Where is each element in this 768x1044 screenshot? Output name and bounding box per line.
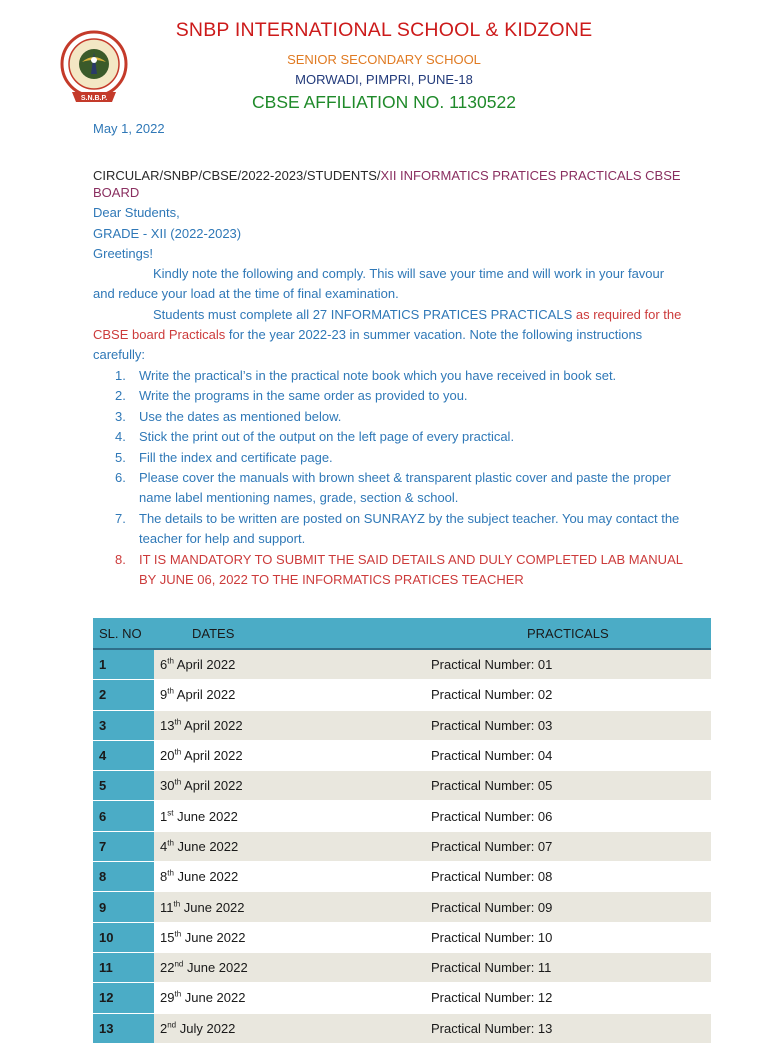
row-sl-no: 12	[93, 983, 154, 1013]
row-practical: Practical Number: 05	[431, 771, 711, 801]
row-practical: Practical Number: 08	[431, 862, 711, 892]
instruction-item: 3. Use the dates as mentioned below.	[115, 408, 342, 424]
row-date: 1st June 2022	[154, 801, 431, 831]
row-date: 30th April 2022	[154, 771, 431, 801]
row-sl-no: 6	[93, 801, 154, 831]
row-date: 6th April 2022	[154, 649, 431, 680]
row-sl-no: 5	[93, 771, 154, 801]
row-sl-no: 2	[93, 680, 154, 710]
table-row	[93, 771, 711, 801]
greetings: Greetings!	[93, 246, 153, 261]
row-date: 20th April 2022	[154, 740, 431, 770]
row-sl-no: 10	[93, 922, 154, 952]
row-practical: Practical Number: 06	[431, 801, 711, 831]
school-address: MORWADI, PIMPRI, PUNE-18	[295, 72, 473, 87]
row-practical: Practical Number: 02	[431, 680, 711, 710]
p2-part1: Students must complete all 27 INFORMATICS PRATICES PRACTICALS	[153, 307, 576, 322]
row-sl-no: 1	[93, 649, 154, 680]
table-row	[93, 922, 711, 952]
practicals-schedule-table	[93, 618, 711, 1044]
table-row	[93, 680, 711, 710]
header-sl-no: SL. NO	[93, 618, 154, 649]
paragraph-intro: Kindly note the following and comply. This will save your time and will work in your favour and reduce your load at the time of final examination.	[93, 266, 665, 301]
instruction-item: 5. Fill the index and certificate page.	[115, 449, 333, 465]
logo-text: S.N.B.P.	[80, 95, 108, 102]
row-date: 8th June 2022	[154, 862, 431, 892]
circular-date: May 1, 2022	[93, 121, 165, 136]
row-practical: Practical Number: 03	[431, 710, 711, 740]
row-practical: Practical Number: 11	[431, 952, 711, 982]
row-date: 22nd June 2022	[154, 952, 431, 982]
row-sl-no: 4	[93, 740, 154, 770]
row-practical: Practical Number: 07	[431, 831, 711, 861]
instruction-item: 7. The details to be written are posted on SUNRAYZ by the subject teacher. You may contact the teacher for help and support.	[115, 510, 680, 547]
row-date: 2nd July 2022	[154, 1013, 431, 1043]
salutation: Dear Students,	[93, 205, 180, 220]
circular-prefix: CIRCULAR/SNBP/CBSE/2022-2023/STUDENTS/	[93, 168, 381, 183]
header-dates: DATES	[154, 618, 431, 649]
row-date: 9th April 2022	[154, 680, 431, 710]
row-sl-no: 11	[93, 952, 154, 982]
table-row	[93, 649, 711, 680]
row-practical: Practical Number: 01	[431, 649, 711, 680]
school-name: SNBP INTERNATIONAL SCHOOL & KIDZONE	[175, 19, 593, 41]
instruction-item-mandatory: 8. IT IS MANDATORY TO SUBMIT THE SAID DETAILS AND DULY COMPLETED LAB MANUAL BY JUNE 06, 2022 TO THE INFORMATICS PRATICES TEACHER	[115, 551, 683, 588]
p2-part3: for the year 2022-23 in summer vacation. Note the following instructions carefully:	[93, 327, 643, 362]
row-practical: Practical Number: 04	[431, 740, 711, 770]
row-date: 13th April 2022	[154, 710, 431, 740]
circular-reference	[93, 167, 683, 201]
table-row	[93, 710, 711, 740]
row-sl-no: 3	[93, 710, 154, 740]
row-practical: Practical Number: 09	[431, 892, 711, 922]
table-row	[93, 740, 711, 770]
header-practicals: PRACTICALS	[431, 618, 711, 649]
table-row	[93, 862, 711, 892]
school-subhead: SENIOR SECONDARY SCHOOL	[287, 52, 481, 67]
row-practical: Practical Number: 13	[431, 1013, 711, 1043]
row-sl-no: 8	[93, 862, 154, 892]
paragraph-requirements	[93, 305, 683, 365]
row-practical: Practical Number: 12	[431, 983, 711, 1013]
row-date: 4th June 2022	[154, 831, 431, 861]
table-row	[93, 801, 711, 831]
table-row	[93, 983, 711, 1013]
affiliation-number: CBSE AFFILIATION NO. 1130522	[252, 92, 516, 112]
instruction-item: 4. Stick the print out of the output on the left page of every practical.	[115, 429, 515, 445]
row-practical: Practical Number: 10	[431, 922, 711, 952]
table-row	[93, 892, 711, 922]
table-row	[93, 1013, 711, 1043]
row-sl-no: 7	[93, 831, 154, 861]
instructions-list	[93, 366, 693, 590]
grade-line: GRADE - XII (2022-2023)	[93, 226, 242, 241]
circular-subject: XII INFORMATICS PRATICES PRACTICALS CBSE BOARD	[93, 168, 681, 200]
p2-part2: as required for the CBSE board Practicals	[93, 307, 682, 342]
instruction-item: 1. Write the practical’s in the practical note book which you have received in book set.	[115, 368, 617, 383]
row-sl-no: 13	[93, 1013, 154, 1043]
table-row	[93, 952, 711, 982]
instruction-item: 6. Please cover the manuals with brown sheet & transparent plastic cover and paste the proper name label mentioning names, grade, section & school.	[115, 470, 671, 506]
row-date: 15th June 2022	[154, 922, 431, 952]
instruction-item: 2. Write the programs in the same order as provided to you.	[115, 388, 468, 404]
row-date: 29th June 2022	[154, 983, 431, 1013]
table-row	[93, 831, 711, 861]
table-header-row	[93, 618, 711, 649]
row-date: 11th June 2022	[154, 892, 431, 922]
row-sl-no: 9	[93, 892, 154, 922]
